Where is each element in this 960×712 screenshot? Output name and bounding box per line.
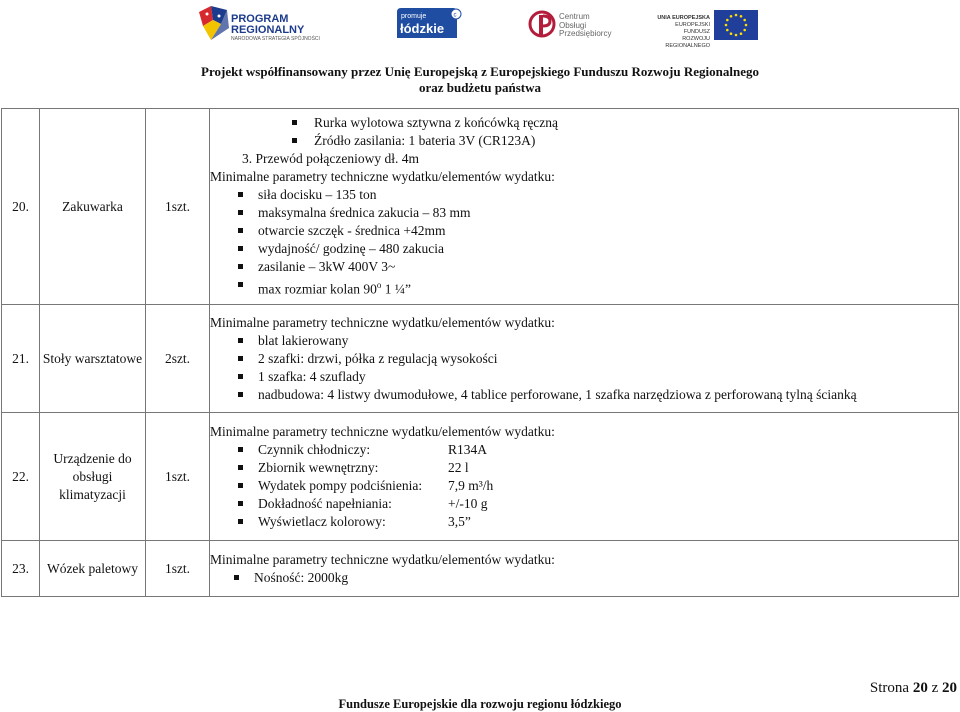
centrum-obslugi-logo <box>528 7 623 43</box>
list-item: nadbudowa: 4 listwy dwumodułowe, 4 tablice perforowane, 1 szafka narzędziowa z perforowaną tylną ścianką <box>258 386 958 404</box>
list-item: otwarcie szczęk - średnica +42mm <box>258 222 958 240</box>
table-row <box>2 109 959 305</box>
param-key: Wydatek pompy podciśnienia: <box>258 477 423 493</box>
list-item: Źródło zasilania: 1 bateria 3V (CR123A) <box>314 132 958 150</box>
row-number: 22. <box>2 413 40 541</box>
item-description <box>210 541 959 597</box>
table-row <box>2 413 959 541</box>
param-key: Dokładność napełniania: <box>258 495 392 511</box>
item-quantity: 2szt. <box>146 305 210 413</box>
item-quantity: 1szt. <box>146 541 210 597</box>
param-item <box>258 495 958 513</box>
item-name: Stoły warsztatowe <box>40 305 146 413</box>
param-key: Czynnik chłodniczy: <box>258 441 371 457</box>
page-number <box>870 680 957 697</box>
footer-text: Fundusze Europejskie dla rozwoju regionu łódzkiego <box>338 697 622 711</box>
param-key: Zbiornik wewnętrzny: <box>258 459 379 475</box>
list-item: 1 szafka: 4 szuflady <box>258 368 958 386</box>
item-description <box>210 109 959 305</box>
eu-logo <box>648 10 760 49</box>
sub-bullet-list <box>210 114 958 150</box>
param-item <box>258 513 958 531</box>
svg-text:c: c <box>453 12 457 19</box>
param-item <box>258 441 958 459</box>
bullet-list <box>210 332 958 404</box>
coip-emblem-icon <box>528 9 558 39</box>
row-number: 23. <box>2 541 40 597</box>
param-item <box>258 459 958 477</box>
eu-line2: EUROPEJSKI FUNDUSZ <box>675 22 710 35</box>
table-row <box>2 305 959 413</box>
row-number: 20. <box>2 109 40 305</box>
item-name: Wózek paletowy <box>40 541 146 597</box>
promuje-text: promuje <box>401 13 427 20</box>
param-value: 3,5” <box>448 513 471 529</box>
item-quantity: 1szt. <box>146 413 210 541</box>
params-heading: Minimalne parametry techniczne wydatku/elementów wydatku: <box>210 551 555 567</box>
item-name: Urządzenie do obsługi klimatyzacji <box>40 413 146 541</box>
list-item: blat lakierowany <box>258 332 958 350</box>
promuje-lodzkie-logo <box>395 6 465 42</box>
eu-line3: ROZWOJU REGIONALNEGO <box>665 36 710 49</box>
param-key: Wyświetlacz kolorowy: <box>258 513 386 529</box>
list-item: Nośność: 2000kg <box>254 569 958 587</box>
list-item: Rurka wylotowa sztywna z końcówką ręczną <box>314 114 958 132</box>
item-description <box>210 305 959 413</box>
degree-superscript: o <box>376 280 382 291</box>
coip-line2: Obsługi <box>559 20 587 30</box>
param-value: +/-10 g <box>448 495 488 511</box>
numbered-item: 3. Przewód połączeniowy dł. 4m <box>242 151 419 167</box>
lodzkie-text: łódzkie <box>400 21 445 36</box>
item-name: Zakuwarka <box>40 109 146 305</box>
list-item: 2 szafki: drzwi, półka z regulacją wysokości <box>258 350 958 368</box>
bullet-list <box>210 186 958 299</box>
header-logos <box>0 0 960 60</box>
table-row <box>2 541 959 597</box>
program-regionalny-logo <box>197 4 322 44</box>
list-item-text-tail: 1 ¼” <box>381 281 411 297</box>
coip-line3: Przedsiębiorcy <box>559 29 612 38</box>
item-quantity: 1szt. <box>146 109 210 305</box>
list-item: maksymalna średnica zakucia – 83 mm <box>258 204 958 222</box>
params-heading: Minimalne parametry techniczne wydatku/elementów wydatku: <box>210 314 555 330</box>
bullet-list <box>210 569 958 587</box>
eu-line1: UNIA EUROPEJSKA <box>657 15 710 21</box>
list-item: siła docisku – 135 ton <box>258 186 958 204</box>
item-description <box>210 413 959 541</box>
funding-statement <box>0 64 960 96</box>
param-value: R134A <box>448 441 488 457</box>
list-item <box>258 276 958 299</box>
eu-flag-icon <box>714 10 758 40</box>
params-heading: Minimalne parametry techniczne wydatku/elementów wydatku: <box>210 423 555 439</box>
coip-line1: Centrum <box>559 12 590 21</box>
program-logo-line3: NARODOWA STRATEGIA SPÓJNOŚCI <box>231 36 320 42</box>
param-list <box>210 441 958 531</box>
param-value: 7,9 m³/h <box>448 477 494 493</box>
page-total: 20 <box>942 680 957 696</box>
list-item: wydajność/ godzinę – 480 zakucia <box>258 240 958 258</box>
page-sep: z <box>927 680 942 696</box>
page-label: Strona <box>869 680 913 696</box>
row-number: 21. <box>2 305 40 413</box>
funding-line1: Projekt współfinansowany przez Unię Europejską z Europejskiego Funduszu Rozwoju Regionalnego <box>201 64 759 79</box>
list-item: zasilanie – 3kW 400V 3~ <box>258 258 958 276</box>
page-current: 20 <box>912 680 928 696</box>
list-item-text: max rozmiar kolan 90 <box>258 281 377 297</box>
equipment-spec-table <box>1 108 959 597</box>
funding-line2: oraz budżetu państwa <box>418 80 542 95</box>
program-regionalny-emblem-icon <box>197 4 231 44</box>
params-heading: Minimalne parametry techniczne wydatku/elementów wydatku: <box>210 169 555 185</box>
param-item <box>258 477 958 495</box>
param-value: 22 l <box>448 459 469 475</box>
program-logo-line2: REGIONALNY <box>231 24 305 36</box>
program-logo-line1: PROGRAM <box>231 13 289 25</box>
